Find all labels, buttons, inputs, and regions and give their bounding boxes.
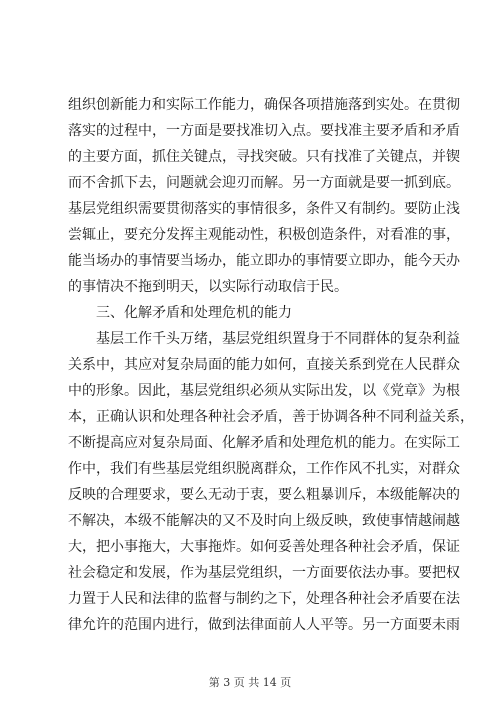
body-text [68, 92, 474, 638]
text-line: 的主要方面，抓住关键点，寻找突破。只有找准了关键点，并锲 [68, 149, 460, 165]
text-line: 不解决，本级不能解决的又不及时向上级反映，致使事情越闹越 [68, 513, 460, 529]
text-line: 律允许的范围内进行，做到法律面前人人平等。另一方面要未雨 [68, 617, 460, 633]
text-line: 大，把小事拖大，大事拖炸。如何妥善处理各种社会矛盾，保证 [68, 539, 460, 555]
text-line: 的事情决不拖到明天，以实际行动取信于民。 [68, 279, 348, 295]
text-line: 落实的过程中，一方面是要找准切入点。要找准主要矛盾和矛盾 [68, 123, 460, 139]
text-line: 尝辄止，要充分发挥主观能动性，积极创造条件，对看准的事， [68, 227, 460, 243]
text-line: 不断提高应对复杂局面、化解矛盾和处理危机的能力。在实际工 [68, 435, 460, 451]
text-line: 组织创新能力和实际工作能力，确保各项措施落到实处。在贯彻 [68, 97, 460, 113]
text-line: 反映的合理要求，要么无动于衷，要么粗暴训斥，本级能解决的 [68, 487, 460, 503]
text-line: 中的形象。因此，基层党组织必须从实际出发，以《党章》为根 [68, 383, 460, 399]
text-line: 社会稳定和发展，作为基层党组织，一方面要依法办事。要把权 [68, 565, 460, 581]
text-line: 基层工作千头万绪，基层党组织置身于不同群体的复杂利益 [96, 331, 460, 347]
text-line: 本，正确认识和处理各种社会矛盾，善于协调各种不同利益关系， [68, 409, 474, 425]
text-line: 基层党组织需要贯彻落实的事情很多，条件又有制约。要防止浅 [68, 201, 460, 217]
text-line: 能当场办的事情要当场办，能立即办的事情要立即办，能今天办 [68, 253, 460, 269]
page-footer: 第 3 页 共 14 页 [208, 676, 292, 689]
text-line: 力置于人民和法律的监督与制约之下，处理各种社会矛盾要在法 [68, 591, 460, 607]
text-line: 而不舍抓下去，问题就会迎刃而解。另一方面就是要一抓到底。 [68, 175, 460, 191]
text-line: 作中，我们有些基层党组织脱离群众，工作作风不扎实，对群众 [68, 461, 460, 477]
section-heading: 三、化解矛盾和处理危机的能力 [96, 305, 292, 321]
text-line: 关系中，其应对复杂局面的能力如何，直接关系到党在人民群众 [68, 357, 460, 373]
